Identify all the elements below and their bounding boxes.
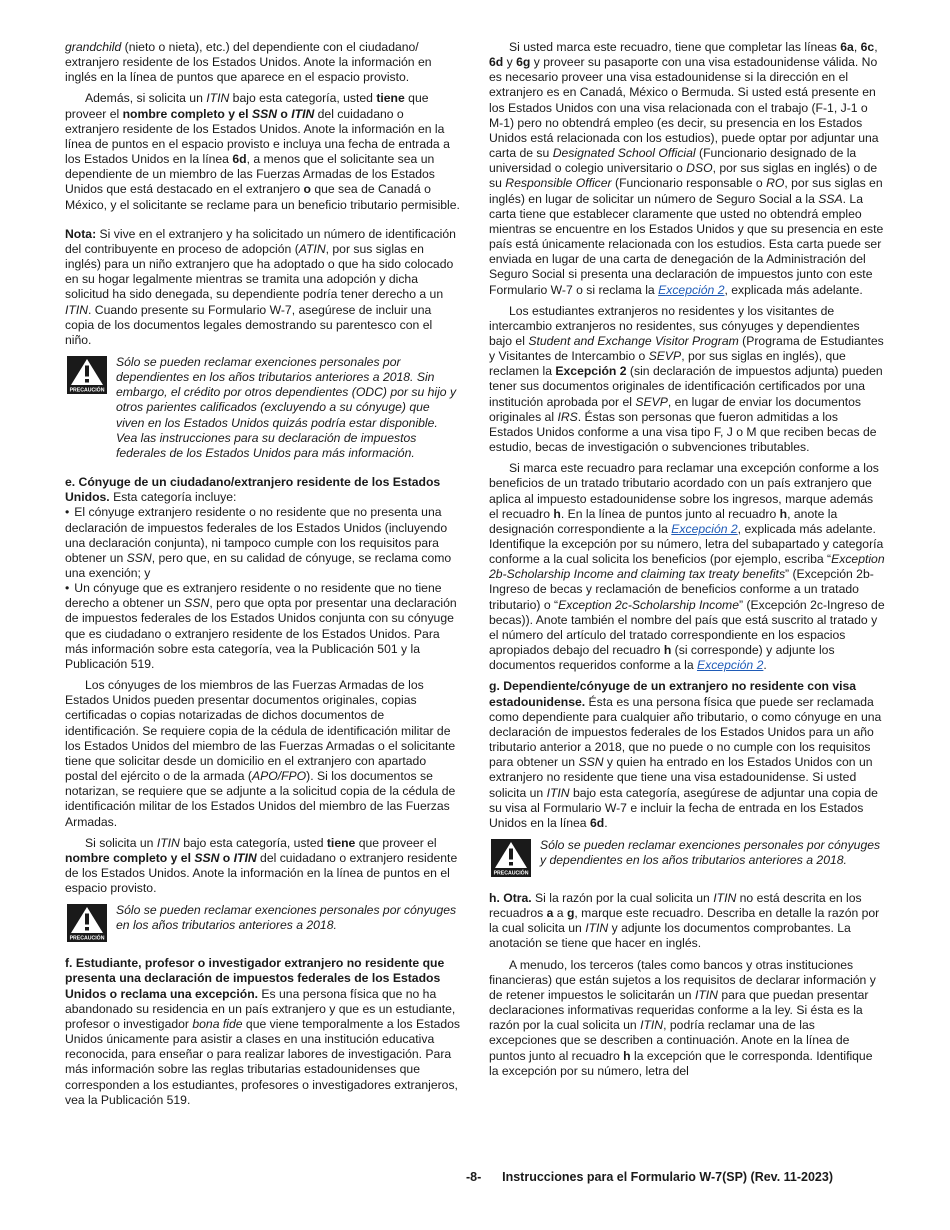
bullet-item: • Un cónyuge que es extranjero residente o no residente que no tiene derecho a obtener un SSN, pero que opta por presentar una declaración de impuestos federales de los Estados Unidos conjunta con su cónyuge que es ciudadano o extranjero residente de los Estados Unidos. Para más información sobre esta categoría, vea la Publicación 501 y la Publicación 519. [65,581,460,672]
exception-2-link[interactable]: Excepción 2 [696,658,764,673]
caution-label: PRECAUCIÓN [69,387,105,394]
paragraph-grandchild: grandchild (nieto o nieta), etc.) del dependiente con el ciudadano/ extranjero residente de los Estados Unidos. Anote la información en inglés en la línea de puntos que aparece en el espacio provisto. [65,40,432,85]
caution-block [65,355,460,461]
note-paragraph: Nota: Si vive en el extranjero y ha solicitado un número de identificación del contribuyente en proceso de adopción (ATIN, por sus siglas en inglés) para un niño extranjero que ha adoptado o que ha sido colocado en su hogar legalmente mientras se tramita una adopción y dicha solicitud ha sido denegada, su dependiente podría tener derecho a un ITIN. Cuando presente su Formulario W-7, asegúrese de incluir una copia de los documentos legales demostrando su parentesco con el niño. [65,226,456,347]
caution-label: PRECAUCIÓN [69,935,105,942]
caution-icon [65,904,109,942]
paragraph-sevp: Los estudiantes extranjeros no residentes y los visitantes de intercambio extranjeros no residentes, sus cónyuges y dependientes bajo el Student and Exchange Visitor Program (Programa de Estudiantes y Visitantes de Intercambio o SEVP, por sus siglas en inglés), que reclamen la Excepción 2 (sin declaración de impuestos adjunta) pueden tener sus documentos originales de identificación certificados por una institución aprobada por el SEVP, en lugar de enviar los documentos originales al IRS. Éstas son personas que fueron admitidas a los Estados Unidos conforme a una visa tipo F, J o M que reciben becas de estudio, becas de investigación o subvenciones tributables. [489,303,884,455]
page-number: -8- [466,1170,482,1184]
exception-2-link[interactable]: Excepción 2 [671,521,738,536]
caution-text: Sólo se pueden reclamar exenciones personales por cónyuges y dependientes en los años tributarios anteriores a 2018. [540,837,881,868]
section-h-heading: h. Otra. Si la razón por la cual solicita un ITIN no está descrita en los recuadros a a g, marque este recuadro. Describa en detalle la razón por la cual solicita un ITIN y adjunte los documentos comprobantes. La anotación se tiene que hacer en inglés. [489,890,880,951]
caution-icon [65,356,109,394]
paragraph-visa-lines: Si usted marca este recuadro, tiene que completar las líneas 6a, 6c, 6d y 6g y proveer su pasaporte con una visa estadounidense válida. No es necesario proveer una visa estadounidense si la dirección en el extranjero es en Canadá, México o Bermuda. Si usted está presente en los Estados Unidos con una visa relacionada con el trabajo (F-1, J-1 o M-1) pero no obtendrá empleo (es decir, su presencia en los Estados Unidos está relacionada con los estudios), puede optar por adjuntar una carta de su Designated School Official (Funcionario designado de la universidad o colegio universitario o DSO, por sus siglas en inglés) o de su Responsible Officer (Funcionario responsable o RO, por sus siglas en inglés) en lugar de solicitar un número de Seguro Social a la SSA. La carta tiene que establecer claramente que usted no obtendrá empleo mientras se encuentre en los Estados Unidos y que su presencia en este país está únicamente relacionada con los estudios. Esta carta puede ser enviada en lugar de una carta de denegación de la Administración del Seguro Social si presenta una declaración de impuestos junto con este Formulario W-7 o si reclama la Excepción 2, explicada más adelante. [489,40,884,297]
section-e-heading: e. Cónyuge de un ciudadano/extranjero residente de los Estados Unidos. Esta categoría incluye: [65,475,441,505]
caution-icon [489,839,533,877]
bullet-item: • El cónyuge extranjero residente o no residente que no presenta una declaración de impuestos federales de los Estados Unidos (incluyendo una declaración conjunta), ni tampoco cumple con los requisitos para obtener un SSN, pero que, en su calidad de cónyuge, se reclama como una exención; y [65,505,460,581]
exception-2-link[interactable]: Excepción 2 [658,282,725,297]
paragraph-itin-spouse: Si solicita un ITIN bajo esta categoría, usted tiene que proveer el nombre completo y el SSN o ITIN del cuidadano o extranjero residente de los Estados Unidos. Anote la información en la línea de puntos en el espacio provisto. [65,835,458,896]
caution-text: Sólo se pueden reclamar exenciones personales por cónyuges en los años tributarios anteriores a 2018. [116,903,457,933]
right-column [489,40,885,1079]
footer-title: Instrucciones para el Formulario W-7(SP) (Rev. 11-2023) [502,1170,833,1184]
paragraph-third-parties: A menudo, los terceros (tales como bancos y otras instituciones financieras) que están sujetos a los requisitos de declarar información y de retener impuestos le solicitarán un ITIN para que puedan presentar declaraciones informativas requeridas conforme a la ley. Si ésta es la razón por la cual solicita un ITIN, podría reclamar una de las excepciones que se describen a continuación. Anote en la línea de puntos junto al recuadro h la excepción que le corresponda. Identifique la excepción por su número, letra del [489,957,876,1078]
paragraph-armed-forces: Los cónyuges de los miembros de las Fuerzas Armadas de los Estados Unidos pueden presentar documentos originales, copias certificadas o copias notarizadas de dichos documentos de identificación. Se requiere copia de la cédula de identificación militar de los Estados Unidos del miembro de las Fuerzas Armadas o el solicitante tiene que solicitar desde un domicilio en el extranjero con apartado postal del ejército o de la armada (APO/FPO). Si los documentos se notarizan, se requiere que se adjunte a la solicitud copia de la cédula de identificación militar de los Estados Unidos del miembro de las Fuerzas Armadas. [65,678,456,829]
page-footer [466,1170,833,1184]
caution-text: Sólo se pueden reclamar exenciones personales por dependientes en los años tributarios anteriores a 2018. Sin embargo, el crédito por otros dependientes (ODC) por su hijo y otros parientes calificados (excluyendo a su cónyuge) que viven en los Estados Unidos quizás podría estar disponible. Vea las instrucciones para su declaración de impuestos federales de los Estados Unidos para más información. [116,354,457,460]
caution-label: PRECAUCIÓN [493,870,529,877]
paragraph-itin-category: Además, si solicita un ITIN bajo esta categoría, usted tiene que proveer el nombre completo y el SSN o ITIN del cuidadano o extranjero residente de los Estados Unidos. Anote la información en la línea de puntos en el espacio provisto e incluya una fecha de entrada a los Estados Unidos en la línea 6d, a menos que el solicitante sea un dependiente de un miembro de las Fuerzas Armadas de los Estados Unidos que está destacado en el extranjero o que sea de Canadá o México, y el solicitante se reclame para un beneficio tributario permisible. [65,91,460,212]
paragraph-treaty: Si marca este recuadro para reclamar una excepción conforme a los beneficios de un tratado tributario acordado con un país extranjero que aplica al impuesto estadounidense sobre los ingresos, marque además el recuadro h. En la línea de puntos junto al recuadro h, anote la designación correspondiente a la Excepción 2, explicada más adelante. Identifique la excepción por su número, letra del subapartado y categoría conforme a la cual solicita los beneficios (por ejemplo, escriba “Exception 2b-Scholarship Income and claiming tax treaty benefits” (Excepción 2b-Ingreso de becas y reclamación de beneficios conforme a un tratado tributario) o “Exception 2c-Scholarship Income” (Excepción 2c-Ingreso de becas)). Anote también el nombre del país que está suscrito al tratado y el número del artículo del tratado correspondiente en los espacios apropiados debajo del recuadro h (si corresponde) y adjunte los documentos requeridos conforme a la Excepción 2. [489,461,885,673]
section-g-heading: g. Dependiente/cónyuge de un extranjero no residente con visa estadounidense. Ésta es una persona física que puede ser reclamada como dependiente para cualquier año tributario, o como cónyuge en una declaración de impuestos federales de los Estados Unidos para un año tributario anterior a 2018, que no puede o no cumple con los requisitos para obtener un SSN y quien ha entrado en los Estados Unidos con un extranjero no residente que tiene una visa estadounidense. Si usted solicita un ITIN bajo esta categoría, asegúrese de adjuntar una copia de su visa al Formulario W-7 e incluir la fecha de entrada en los Estados Unidos en la línea 6d. [489,679,882,830]
caution-block [489,838,885,877]
caution-block [65,903,460,942]
section-f-heading: f. Estudiante, profesor o investigador extranjero no residente que presenta una declaración de impuestos federales de los Estados Unidos o reclama una excepción. Es una persona física que no ha abandonado su residencia en un país extranjero y que es un estudiante, profesor o investigador bona fide que viene temporalmente a los Estados Unidos únicamente para asistir a clases en una institución educativa reconocida, para enseñar o para realizar labores de investigación. Para más información sobre las reglas tributarias estadounidenses que corresponden a los estudiantes, profesores o investigadores extranjeros, vea la Publicación 519. [65,956,461,1107]
left-column [65,40,460,1108]
